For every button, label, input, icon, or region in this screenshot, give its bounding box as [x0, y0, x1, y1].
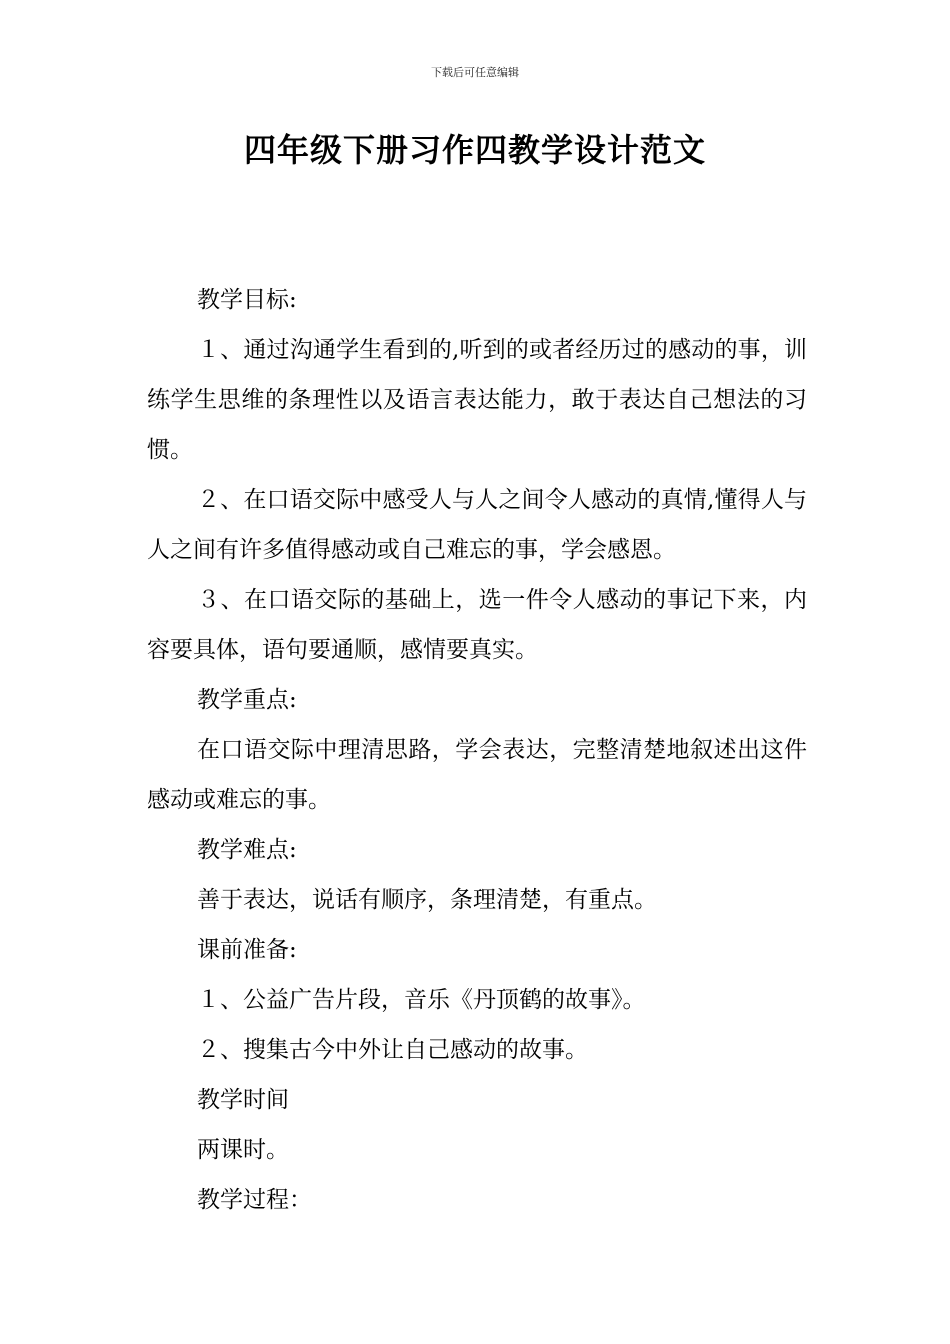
goal-item-3: ３、在口语交际的基础上，选一件令人感动的事记下来，内容要具体，语句要通顺，感情要真实。	[147, 587, 807, 663]
key-points-text: 在口语交际中理清思路，学会表达，完整清楚地叙述出这件感动或难忘的事。	[147, 737, 807, 813]
key-points-heading: 教学重点:	[197, 687, 297, 713]
difficulty-text: 善于表达，说话有顺序，条理清楚，有重点。	[197, 887, 657, 913]
document-title: 四年级下册习作四教学设计范文	[243, 131, 706, 169]
goal-item-1: １、通过沟通学生看到的,听到的或者经历过的感动的事，训练学生思维的条理性以及语言表达能力，敢于表达自己想法的习惯。	[147, 337, 807, 463]
goal-item-2: ２、在口语交际中感受人与人之间令人感动的真情,懂得人与人之间有许多值得感动或自己难忘的事，学会感恩。	[147, 487, 807, 563]
time-text: 两课时。	[197, 1137, 289, 1163]
process-heading: 教学过程：	[197, 1187, 312, 1213]
goals-heading: 教学目标:	[197, 287, 297, 313]
document-body	[147, 275, 807, 1225]
time-heading: 教学时间	[197, 1087, 289, 1113]
header-note: 下载后可任意编辑	[431, 66, 519, 79]
difficulty-heading: 教学难点:	[197, 837, 297, 863]
preparation-heading: 课前准备:	[197, 937, 297, 963]
preparation-item-2: ２、搜集古今中外让自己感动的故事。	[197, 1037, 588, 1063]
preparation-item-1: １、公益广告片段，音乐《丹顶鹤的故事》。	[197, 987, 646, 1013]
